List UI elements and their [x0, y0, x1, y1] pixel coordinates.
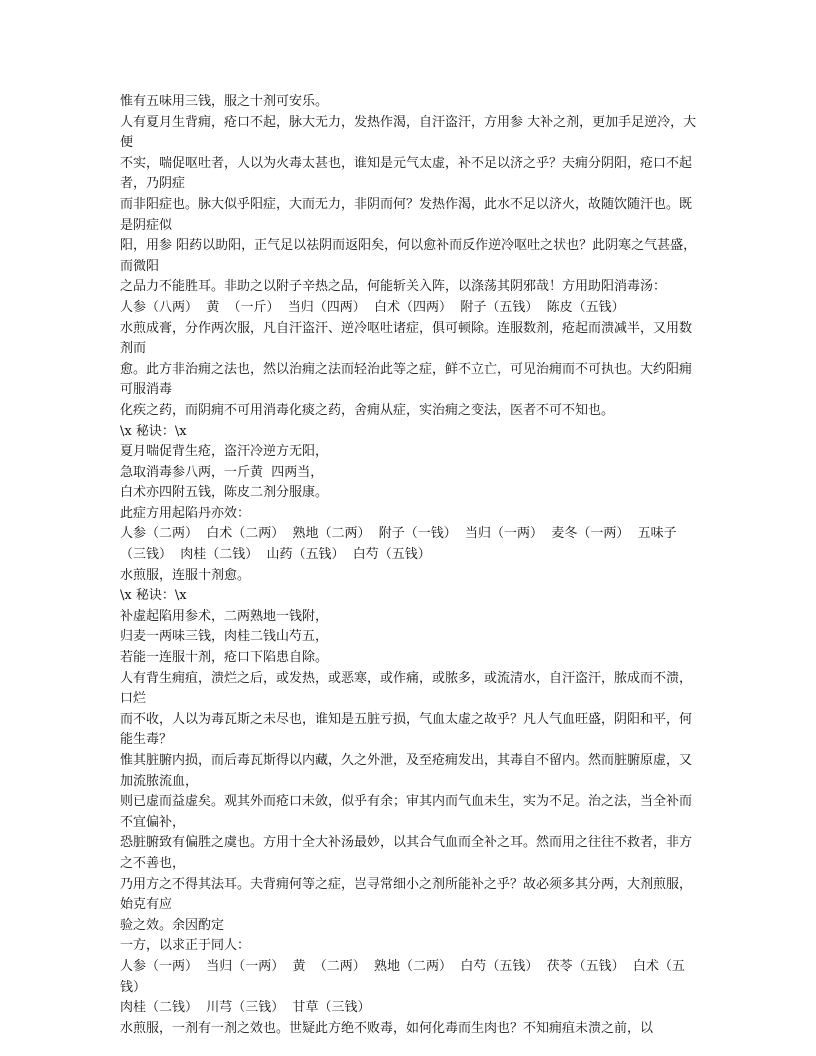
- text-line: 补虚起陷用参术，二两熟地一钱附，: [120, 608, 329, 624]
- text-line: 水煎成膏，分作两次服，凡自汗盗汗、逆冷呕吐诸症，俱可顿除。连服数剂，疮起而溃减半，又用数剂而: [120, 320, 693, 357]
- text-line: 惟有五味用三钱，服之十剂可安乐。: [120, 94, 329, 109]
- text-line: 愈。此方非治痈之法也，然以治痈之法而轻治此等之症，鲜不立亡，可见治痈而不可执也。大约阳痈可服消毒: [120, 361, 693, 398]
- text-line: 若能一连服十剂，疮口下陷患自除。: [120, 650, 329, 666]
- text-line: 人有夏月生背痈，疮口不起，脉大无力，发热作渴，自汗盗汗，方用参 大补之剂，更加手足逆冷，大便: [120, 114, 697, 151]
- text-line: 人参（一两） 当归（一两） 黄 （二两） 熟地（二两） 白芍（五钱） 茯苓（五钱） 白术（五钱）: [120, 958, 685, 995]
- text-line: 阳，用参 阳药以助阳，正气足以祛阴而返阳矣，何以愈补而反作逆冷呕吐之状也？此阴寒之气甚盛，而微阳: [120, 238, 697, 274]
- text-line: \x 秘诀：\x: [120, 423, 187, 439]
- text-line: 不实，喘促呕吐者，人以为火毒太甚也，谁知是元气太虚，补不足以济之乎？夫痈分阴阳，疮口不起者，乃阴症: [120, 155, 693, 192]
- text-line: 验之效。余因酌定: [120, 917, 225, 933]
- text-line: 之品力不能胜耳。非助之以附子辛热之品，何能斩关入阵，以涤荡其阴邪哉！方用助阳消毒汤：: [120, 279, 667, 295]
- text-line: 夏月喘促背生疮，盗汗冷逆方无阳，: [120, 444, 329, 460]
- text-line: （三钱） 肉桂（二钱） 山药（五钱） 白芍（五钱）: [120, 547, 431, 563]
- text-line: 归麦一两味三钱，肉桂二钱山芍五，: [120, 629, 329, 645]
- text-line: 人参（二两） 白术（二两） 熟地（二两） 附子（一钱） 当归（一两） 麦冬（一两） 五味子: [120, 526, 677, 542]
- text-line: 肉桂（二钱） 川芎（三钱） 甘草（三钱）: [120, 1000, 371, 1016]
- text-line: 化疾之药，而阴痈不可用消毒化痰之药，舍痈从症，实治痈之变法，医者不可不知也。: [120, 402, 615, 418]
- text-line: 人有背生痈疽，溃烂之后，或发热，或恶寒，或作痛，或脓多，或流清水，自汗盗汗，脓成而不溃，口烂: [120, 670, 693, 707]
- text-line: 而非阳症也。脉大似乎阳症，大而无力，非阴而何？发热作渴，此水不足以济火，故随饮随汗也。既是阴症似: [120, 196, 693, 233]
- document-page: [120, 92, 700, 1039]
- text-line: 则已虚而益虚矣。观其外而疮口未敛，似乎有余；审其内而气血未生，实为不足。治之法，当全补而不宜偏补，: [120, 794, 693, 830]
- text-line: 急取消毒参八两，一斤黄 四两当，: [120, 464, 324, 480]
- text-line: 水煎服，连服十剂愈。: [120, 567, 251, 583]
- text-line: 惟其脏腑内损，而后毒瓦斯得以内藏，久之外泄，及至疮痈发出，其毒自不留内。然而脏腑原虚，又加流脓流血，: [120, 753, 693, 789]
- text-line: 一方，以求正于同人：: [120, 938, 251, 954]
- text-line: \x 秘诀：\x: [120, 588, 187, 604]
- text-line: 恐脏腑致有偏胜之虞也。方用十全大补汤最妙，以其合气血而全补之耳。然而用之往往不救者，非方之不善也，: [120, 835, 693, 871]
- text-line: 人参（八两） 黄 （一斤） 当归（四两） 白术（四两） 附子（五钱） 陈皮（五钱）: [120, 299, 625, 315]
- text-line: 白术亦四附五钱，陈皮二剂分服康。: [120, 485, 329, 501]
- text-line: 而不收，人以为毒瓦斯之未尽也，谁知是五脏亏损，气血太虚之故乎？凡人气血旺盛，阴阳和平，何能生毒？: [120, 711, 693, 748]
- text-line: 水煎服，一剂有一剂之效也。世疑此方绝不败毒，如何化毒而生肉也？不知痈疽未溃之前，以: [120, 1020, 654, 1036]
- text-line: 此症方用起陷丹亦效：: [120, 505, 251, 521]
- text-line: 乃用方之不得其法耳。夫背痈何等之症，岂寻常细小之剂所能补之乎？故必须多其分两，大剂煎服，始克有应: [120, 876, 693, 913]
